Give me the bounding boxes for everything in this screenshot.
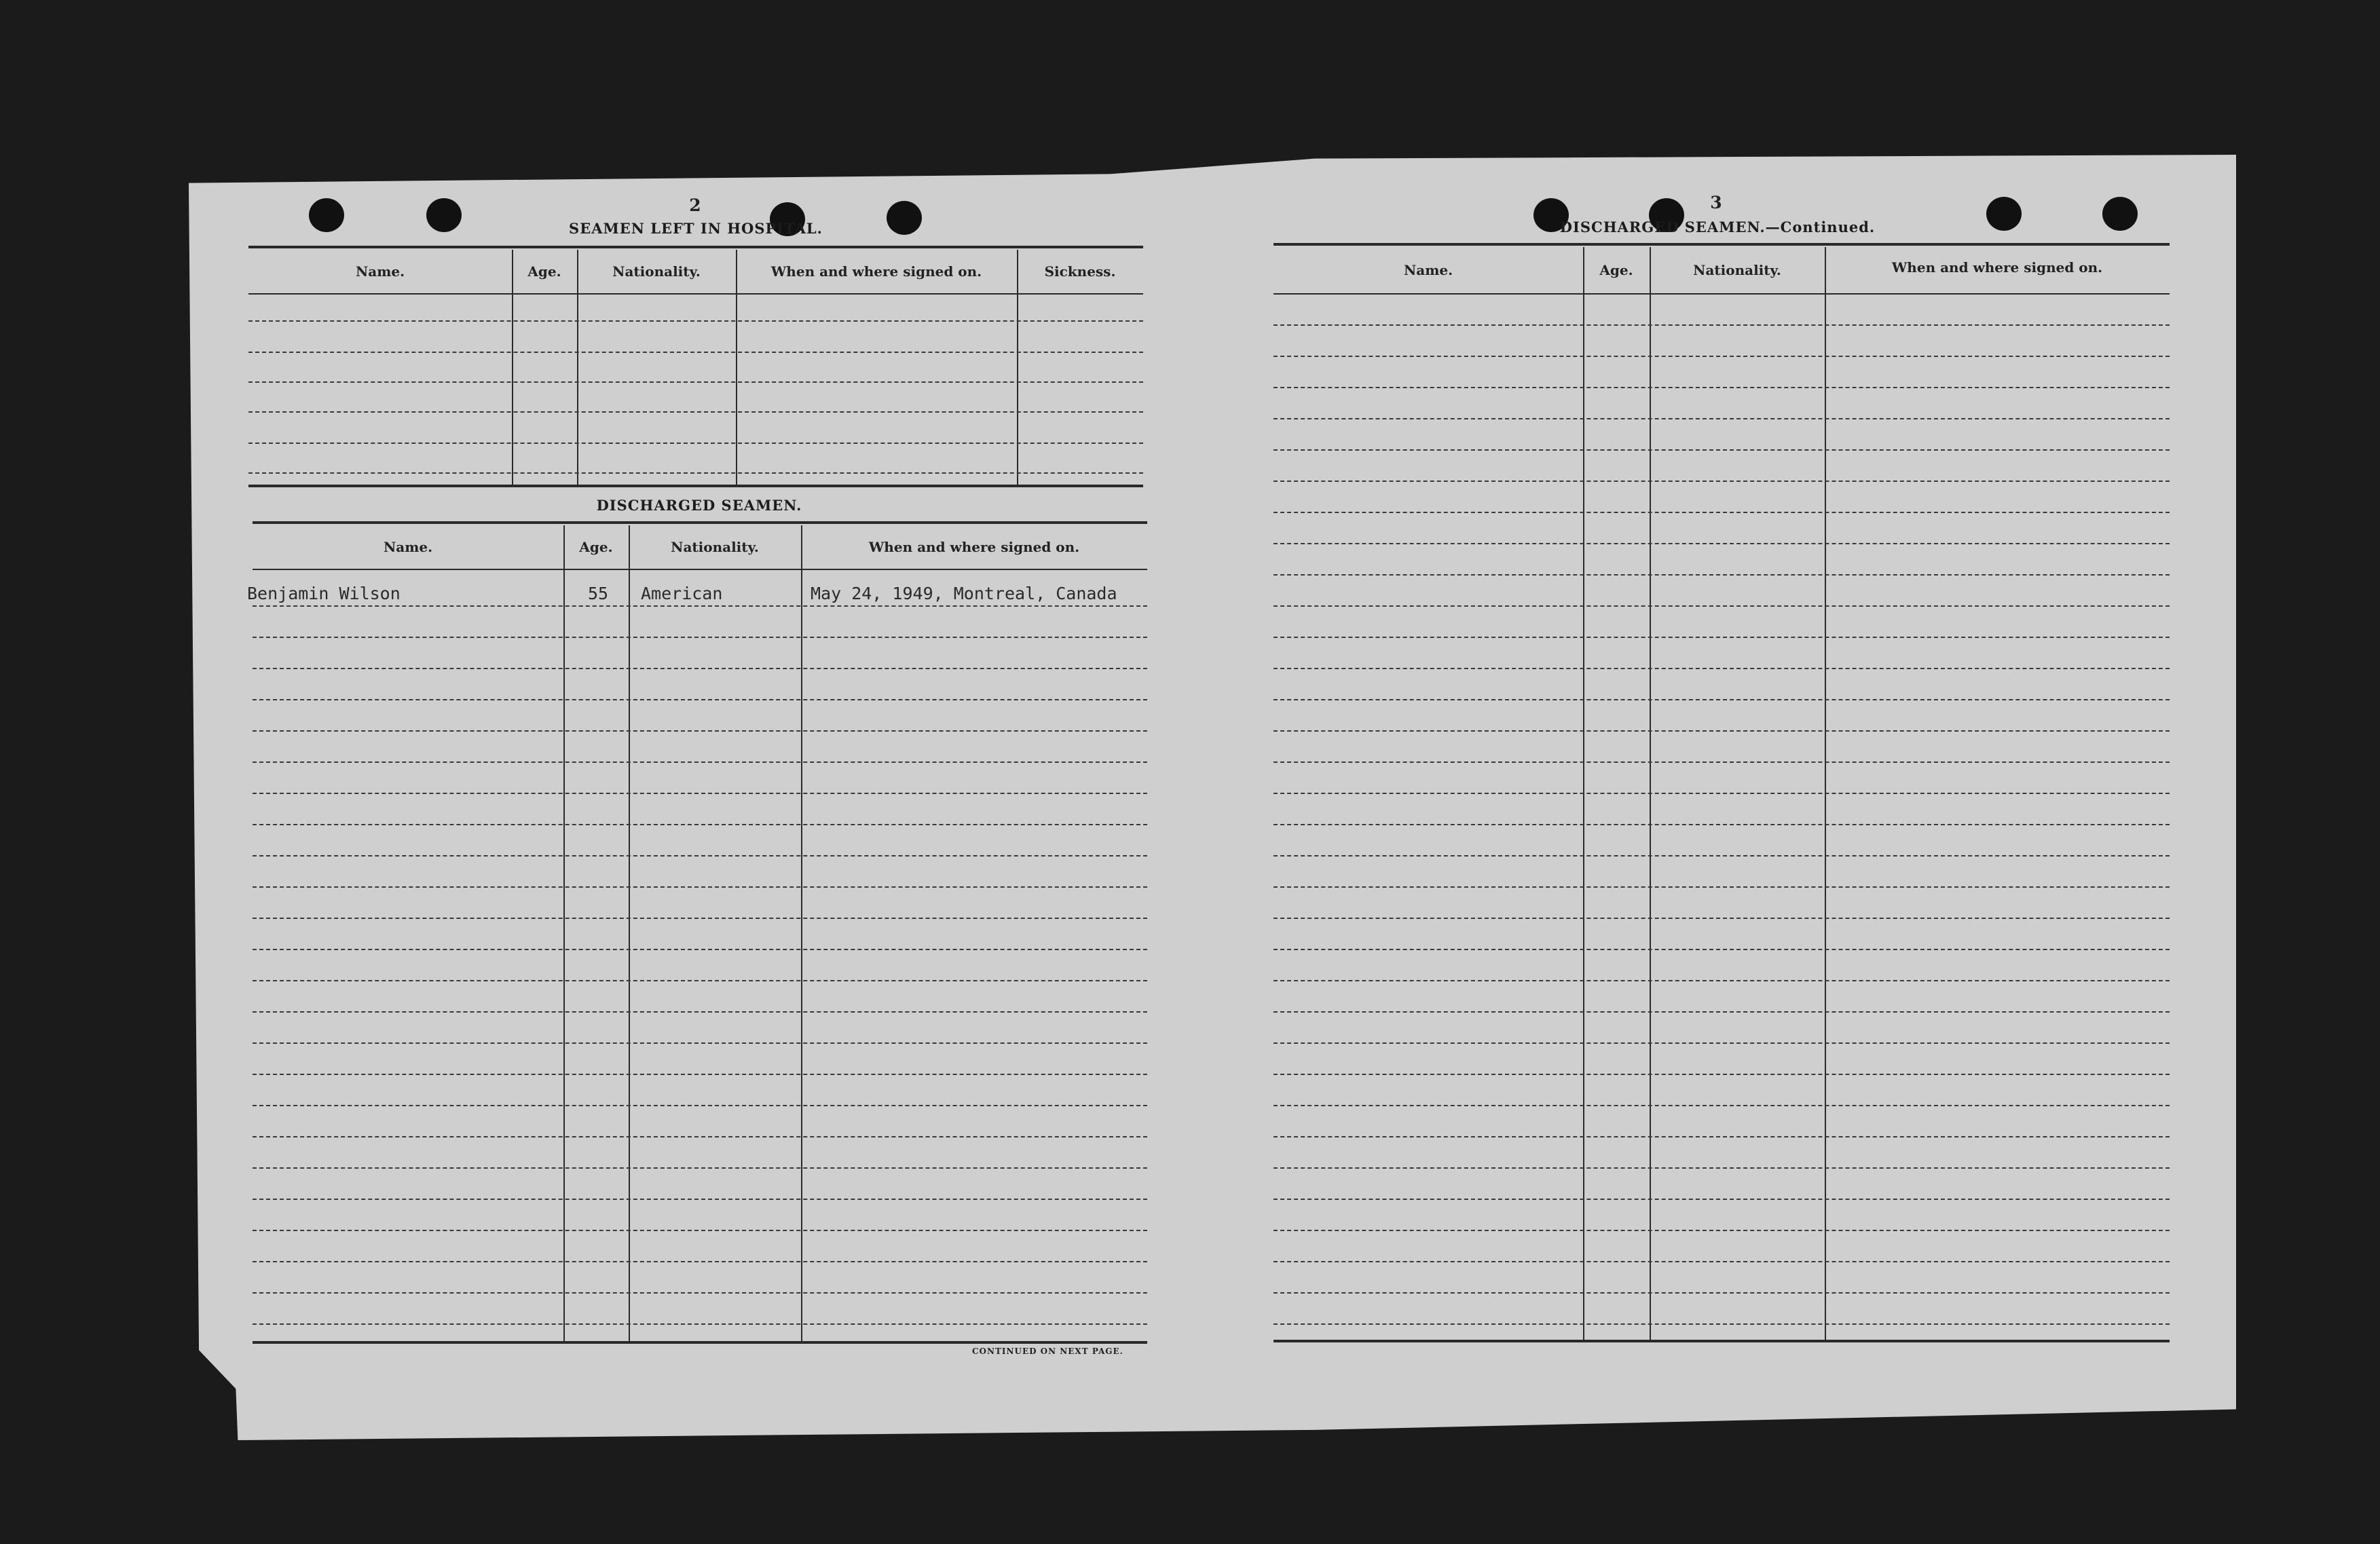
continued-header-age: Age. xyxy=(1599,262,1633,278)
hospital-header-signed-on: When and where signed on. xyxy=(770,263,982,280)
seaman-signed-on: May 24, 1949, Montreal, Canada xyxy=(811,584,1117,603)
table-row xyxy=(1273,574,2170,576)
discharged-header-nationality: Nationality. xyxy=(671,539,759,555)
seaman-nationality: American xyxy=(641,584,723,603)
hospital-header-name: Name. xyxy=(355,263,405,280)
table-row xyxy=(1273,855,2170,856)
table-row xyxy=(1273,1105,2170,1106)
hospital-table xyxy=(248,246,1143,489)
right-page-number: 3 xyxy=(1710,193,1722,212)
hospital-header-sickness: Sickness. xyxy=(1044,263,1116,280)
table-row xyxy=(253,761,1147,763)
left-page-number: 2 xyxy=(689,195,701,215)
table-row xyxy=(1273,1292,2170,1294)
table-row xyxy=(1273,699,2170,700)
table-row xyxy=(253,1230,1147,1231)
table-row xyxy=(1273,668,2170,669)
table-row xyxy=(253,949,1147,950)
table-row xyxy=(253,1261,1147,1262)
table-row xyxy=(1273,730,2170,732)
seaman-name: Benjamin Wilson xyxy=(247,584,401,603)
table-row xyxy=(253,605,1147,607)
table-row xyxy=(253,730,1147,732)
table-row xyxy=(253,918,1147,919)
continued-header-signed-on: When and where signed on. xyxy=(1891,259,2103,276)
discharged-header-age: Age. xyxy=(579,539,613,555)
table-row xyxy=(1273,543,2170,544)
table-row xyxy=(253,1292,1147,1294)
table-row xyxy=(1273,1167,2170,1169)
table-row xyxy=(1273,324,2170,326)
table-row xyxy=(1273,918,2170,919)
table-row xyxy=(1273,1042,2170,1044)
table-row xyxy=(1273,449,2170,451)
hospital-section-title: SEAMEN LEFT IN HOSPITAL. xyxy=(569,220,823,237)
punch-hole xyxy=(1986,197,2022,231)
table-row xyxy=(1273,418,2170,419)
table-row xyxy=(253,824,1147,825)
punch-hole xyxy=(309,198,344,232)
table-row xyxy=(253,980,1147,981)
table-row xyxy=(1273,481,2170,482)
table-row xyxy=(253,699,1147,700)
table-row xyxy=(1273,387,2170,388)
table-row xyxy=(1273,1011,2170,1013)
table-row xyxy=(1273,824,2170,825)
discharged-header-name: Name. xyxy=(383,539,433,555)
table-row xyxy=(1273,605,2170,607)
continued-header-name: Name. xyxy=(1403,262,1453,278)
table-row xyxy=(253,1105,1147,1106)
table-row xyxy=(1273,1136,2170,1137)
table-row xyxy=(1273,793,2170,794)
table-row xyxy=(253,886,1147,888)
seaman-age: 55 xyxy=(588,584,609,603)
discharged-continued-table xyxy=(1273,243,2170,1342)
continued-header-nationality: Nationality. xyxy=(1693,262,1781,278)
table-row xyxy=(248,443,1143,444)
table-row xyxy=(253,1042,1147,1044)
right-section-title: DISCHARGED SEAMEN.—Continued. xyxy=(1559,219,1876,236)
table-row xyxy=(253,1136,1147,1137)
table-row xyxy=(1273,637,2170,638)
table-row xyxy=(1273,980,2170,981)
table-row xyxy=(1273,512,2170,513)
table-row xyxy=(1273,886,2170,888)
hospital-header-nationality: Nationality. xyxy=(612,263,701,280)
table-row xyxy=(248,411,1143,413)
table-row xyxy=(1273,356,2170,357)
table-row xyxy=(1273,949,2170,950)
table-row xyxy=(253,1199,1147,1200)
table-row xyxy=(253,855,1147,856)
table-row xyxy=(1273,1074,2170,1075)
table-row xyxy=(253,1167,1147,1169)
table-row xyxy=(1273,1261,2170,1262)
table-row xyxy=(253,668,1147,669)
table-row xyxy=(248,381,1143,383)
discharged-table xyxy=(247,521,1147,1348)
hospital-header-age: Age. xyxy=(527,263,561,280)
discharged-header-signed-on: When and where signed on. xyxy=(868,539,1080,555)
table-row xyxy=(1273,1199,2170,1200)
table-row xyxy=(253,1323,1147,1325)
punch-hole xyxy=(887,201,922,235)
continued-footer: CONTINUED ON NEXT PAGE. xyxy=(972,1347,1123,1356)
table-row xyxy=(253,1074,1147,1075)
table-row xyxy=(1273,761,2170,763)
table-row xyxy=(248,352,1143,353)
discharged-section-title: DISCHARGED SEAMEN. xyxy=(596,497,802,514)
punch-hole xyxy=(426,198,462,232)
table-row xyxy=(253,637,1147,638)
table-row xyxy=(253,1011,1147,1013)
table-row xyxy=(1273,1230,2170,1231)
table-row xyxy=(1273,1323,2170,1325)
table-row xyxy=(253,793,1147,794)
punch-hole xyxy=(2102,197,2138,231)
table-row xyxy=(248,472,1143,474)
table-row xyxy=(248,320,1143,322)
